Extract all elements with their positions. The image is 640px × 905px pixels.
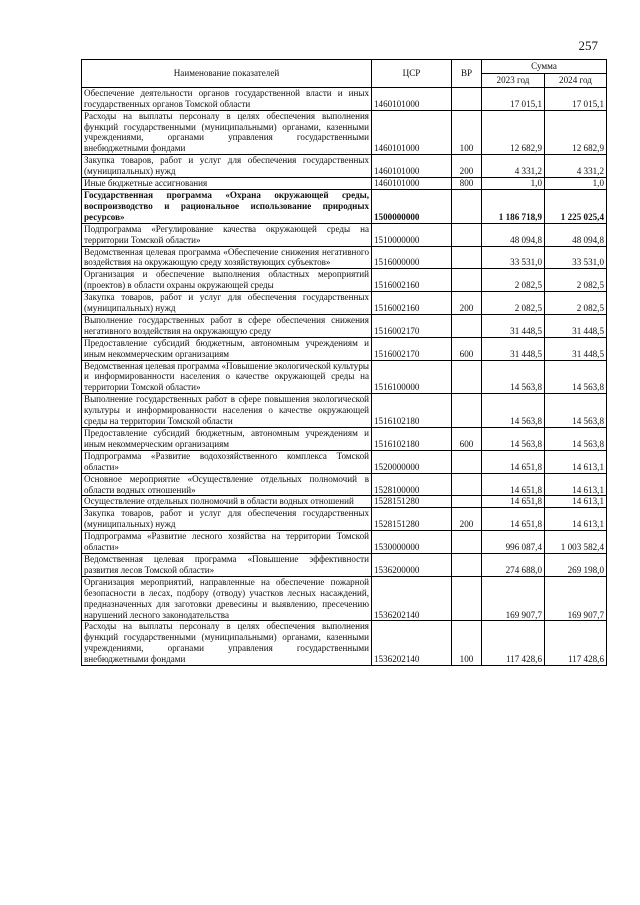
row-code: 1528100000 bbox=[372, 473, 452, 496]
row-code: 1516002160 bbox=[372, 269, 452, 292]
row-name: Организация мероприятий, направленные на обеспечение пожарной безопасности в лесах, подбору (отводу) участков лесных насаждений, предназначенных для заготовки древесины и выявлению, пресечению нарушений лесного законодательства bbox=[82, 576, 372, 621]
budget-table bbox=[81, 59, 607, 666]
row-code: 1516102180 bbox=[372, 394, 452, 428]
header-sum: Сумма bbox=[482, 60, 607, 74]
row-code: 1516102180 bbox=[372, 428, 452, 451]
row-code: 1516100000 bbox=[372, 360, 452, 394]
row-sum-2023: 14 651,8 bbox=[482, 496, 545, 508]
row-sum-2024: 31 448,5 bbox=[545, 337, 607, 360]
header-vr: ВР bbox=[452, 60, 482, 88]
row-name: Предоставление субсидий бюджетным, автономным учреждениям и иным некоммерческим организациям bbox=[82, 337, 372, 360]
row-vr bbox=[452, 450, 482, 473]
table-row bbox=[82, 576, 607, 621]
header-year-2023: 2023 год bbox=[482, 73, 545, 87]
table-row bbox=[82, 223, 607, 246]
row-name: Расходы на выплаты персоналу в целях обеспечения выполнения функций государственными (муниципальными) органами, казенными учреждениями, органами управления государственными внебюджетными фондами bbox=[82, 621, 372, 666]
row-sum-2023: 14 563,8 bbox=[482, 360, 545, 394]
row-sum-2024: 4 331,2 bbox=[545, 155, 607, 178]
row-code: 1460101000 bbox=[372, 155, 452, 178]
row-name: Выполнение государственных работ в сфере обеспечения снижения негативного воздействия на окружающую среду bbox=[82, 314, 372, 337]
row-code: 1536202140 bbox=[372, 576, 452, 621]
row-name: Подпрограмма «Развитие водохозяйственного комплекса Томской области» bbox=[82, 450, 372, 473]
row-sum-2023: 1,0 bbox=[482, 178, 545, 190]
table-row bbox=[82, 473, 607, 496]
table-row bbox=[82, 87, 607, 110]
row-sum-2023: 274 688,0 bbox=[482, 553, 545, 576]
row-vr: 200 bbox=[452, 155, 482, 178]
table-body bbox=[82, 87, 607, 665]
row-name: Выполнение государственных работ в сфере повышения экологической культуры и информированности населения о качестве окружающей среды на территории Томской области bbox=[82, 394, 372, 428]
table-row bbox=[82, 531, 607, 554]
row-name: Закупка товаров, работ и услуг для обеспечения государственных (муниципальных) нужд bbox=[82, 292, 372, 315]
row-sum-2023: 33 531,0 bbox=[482, 246, 545, 269]
header-code: ЦСР bbox=[372, 60, 452, 88]
row-vr: 800 bbox=[452, 178, 482, 190]
table-row bbox=[82, 553, 607, 576]
row-sum-2023: 117 428,6 bbox=[482, 621, 545, 666]
row-name: Основное мероприятие «Осуществление отдельных полномочий в области водных отношений» bbox=[82, 473, 372, 496]
row-sum-2024: 14 613,1 bbox=[545, 450, 607, 473]
row-code: 1516002170 bbox=[372, 314, 452, 337]
row-code: 1516002160 bbox=[372, 292, 452, 315]
row-vr: 200 bbox=[452, 508, 482, 531]
row-name: Закупка товаров, работ и услуг для обеспечения государственных (муниципальных) нужд bbox=[82, 508, 372, 531]
row-sum-2023: 1 186 718,9 bbox=[482, 189, 545, 223]
row-sum-2023: 169 907,7 bbox=[482, 576, 545, 621]
row-vr bbox=[452, 553, 482, 576]
table-row bbox=[82, 337, 607, 360]
row-sum-2024: 1 003 582,4 bbox=[545, 531, 607, 554]
row-code: 1516002170 bbox=[372, 337, 452, 360]
row-sum-2023: 14 563,8 bbox=[482, 428, 545, 451]
row-name: Ведомственная целевая программа «Обеспечение снижения негативного воздействия на окружающую среду хозяйствующих субъектов» bbox=[82, 246, 372, 269]
table-row bbox=[82, 292, 607, 315]
table-row bbox=[82, 450, 607, 473]
row-name: Организация и обеспечение выполнения областных мероприятий (проектов) в области охраны окружающей среды bbox=[82, 269, 372, 292]
row-sum-2024: 14 613,1 bbox=[545, 496, 607, 508]
row-sum-2024: 1 225 025,4 bbox=[545, 189, 607, 223]
row-sum-2024: 2 082,5 bbox=[545, 269, 607, 292]
row-sum-2024: 14 613,1 bbox=[545, 473, 607, 496]
row-vr bbox=[452, 473, 482, 496]
row-code: 1510000000 bbox=[372, 223, 452, 246]
row-name: Расходы на выплаты персоналу в целях обеспечения выполнения функций государственными (муниципальными) органами, казенными учреждениями, органами управления государственными внебюджетными фондами bbox=[82, 110, 372, 155]
row-name: Обеспечение деятельности органов государственной власти и иных государственных органов Томской области bbox=[82, 87, 372, 110]
table-row bbox=[82, 155, 607, 178]
row-sum-2024: 1,0 bbox=[545, 178, 607, 190]
row-code: 1536202140 bbox=[372, 621, 452, 666]
row-vr bbox=[452, 314, 482, 337]
row-sum-2023: 31 448,5 bbox=[482, 314, 545, 337]
row-code: 1530000000 bbox=[372, 531, 452, 554]
row-sum-2024: 14 563,8 bbox=[545, 394, 607, 428]
row-code: 1528151280 bbox=[372, 508, 452, 531]
row-code: 1520000000 bbox=[372, 450, 452, 473]
row-code: 1500000000 bbox=[372, 189, 452, 223]
row-vr: 600 bbox=[452, 428, 482, 451]
row-sum-2024: 17 015,1 bbox=[545, 87, 607, 110]
row-sum-2023: 2 082,5 bbox=[482, 269, 545, 292]
table-row bbox=[82, 189, 607, 223]
row-sum-2024: 14 613,1 bbox=[545, 508, 607, 531]
table-row bbox=[82, 496, 607, 508]
table-row bbox=[82, 621, 607, 666]
row-name: Закупка товаров, работ и услуг для обеспечения государственных (муниципальных) нужд bbox=[82, 155, 372, 178]
row-vr: 100 bbox=[452, 110, 482, 155]
table-row bbox=[82, 508, 607, 531]
table-row bbox=[82, 428, 607, 451]
table-row bbox=[82, 269, 607, 292]
row-vr: 600 bbox=[452, 337, 482, 360]
row-sum-2024: 48 094,8 bbox=[545, 223, 607, 246]
row-sum-2024: 2 082,5 bbox=[545, 292, 607, 315]
row-code: 1516000000 bbox=[372, 246, 452, 269]
row-vr bbox=[452, 360, 482, 394]
row-name: Ведомственная целевая программа «Повышение экологической культуры и информированности населения о качестве окружающей среды на территории Томской области» bbox=[82, 360, 372, 394]
row-sum-2023: 14 651,8 bbox=[482, 508, 545, 531]
row-name: Подпрограмма «Развитие лесного хозяйства на территории Томской области» bbox=[82, 531, 372, 554]
row-code: 1536200000 bbox=[372, 553, 452, 576]
table-row bbox=[82, 110, 607, 155]
row-sum-2024: 14 563,8 bbox=[545, 428, 607, 451]
row-code: 1528151280 bbox=[372, 496, 452, 508]
row-name: Предоставление субсидий бюджетным, автономным учреждениям и иным некоммерческим организациям bbox=[82, 428, 372, 451]
row-vr bbox=[452, 87, 482, 110]
row-sum-2023: 2 082,5 bbox=[482, 292, 545, 315]
table-row bbox=[82, 394, 607, 428]
row-name: Подпрограмма «Регулирование качества окружающей среды на территории Томской области» bbox=[82, 223, 372, 246]
table-row bbox=[82, 314, 607, 337]
table-row bbox=[82, 246, 607, 269]
row-code: 1460101000 bbox=[372, 110, 452, 155]
row-sum-2023: 14 651,8 bbox=[482, 473, 545, 496]
row-sum-2024: 117 428,6 bbox=[545, 621, 607, 666]
row-sum-2023: 31 448,5 bbox=[482, 337, 545, 360]
row-sum-2024: 169 907,7 bbox=[545, 576, 607, 621]
row-vr bbox=[452, 223, 482, 246]
row-vr: 200 bbox=[452, 292, 482, 315]
row-sum-2023: 12 682,9 bbox=[482, 110, 545, 155]
row-name: Иные бюджетные ассигнования bbox=[82, 178, 372, 190]
row-sum-2024: 14 563,8 bbox=[545, 360, 607, 394]
row-vr bbox=[452, 246, 482, 269]
row-name: Государственная программа «Охрана окружающей среды, воспроизводство и рациональное использование природных ресурсов» bbox=[82, 189, 372, 223]
row-vr bbox=[452, 189, 482, 223]
row-sum-2024: 269 198,0 bbox=[545, 553, 607, 576]
row-vr bbox=[452, 576, 482, 621]
table-row bbox=[82, 360, 607, 394]
table-row bbox=[82, 178, 607, 190]
row-name: Ведомственная целевая программа «Повышение эффективности развития лесов Томской области» bbox=[82, 553, 372, 576]
row-sum-2023: 17 015,1 bbox=[482, 87, 545, 110]
row-vr: 100 bbox=[452, 621, 482, 666]
row-sum-2023: 996 087,4 bbox=[482, 531, 545, 554]
row-sum-2023: 48 094,8 bbox=[482, 223, 545, 246]
header-name: Наименование показателей bbox=[82, 60, 372, 88]
row-vr bbox=[452, 531, 482, 554]
page-number: 257 bbox=[578, 38, 598, 53]
row-name: Осуществление отдельных полномочий в области водных отношений bbox=[82, 496, 372, 508]
row-sum-2024: 33 531,0 bbox=[545, 246, 607, 269]
row-sum-2023: 4 331,2 bbox=[482, 155, 545, 178]
row-sum-2023: 14 651,8 bbox=[482, 450, 545, 473]
row-vr bbox=[452, 269, 482, 292]
row-vr bbox=[452, 496, 482, 508]
row-vr bbox=[452, 394, 482, 428]
row-code: 1460101000 bbox=[372, 87, 452, 110]
row-sum-2023: 14 563,8 bbox=[482, 394, 545, 428]
row-code: 1460101000 bbox=[372, 178, 452, 190]
header-year-2024: 2024 год bbox=[545, 73, 607, 87]
row-sum-2024: 31 448,5 bbox=[545, 314, 607, 337]
row-sum-2024: 12 682,9 bbox=[545, 110, 607, 155]
